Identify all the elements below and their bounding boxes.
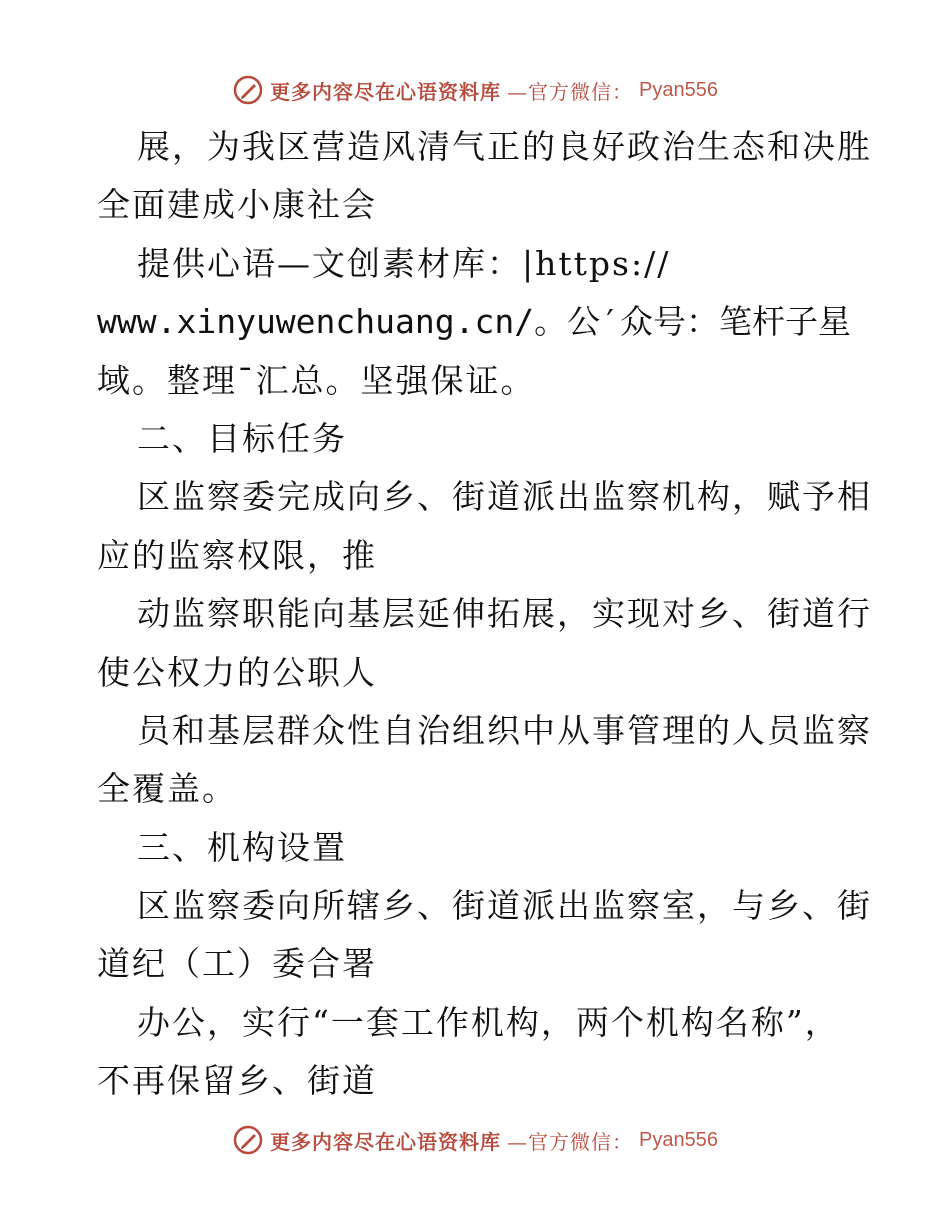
body-line: 提供心语—文创素材库：|https:// — [137, 243, 671, 283]
body-line: 道纪（工）委合署 — [97, 944, 377, 984]
body-line: 动监察职能向基层延伸拓展，实现对乡、街道行 — [137, 594, 872, 634]
footer-banner-text: 更多内容尽在心语资料库 — [270, 1129, 502, 1154]
footer-banner-subtext: —官方微信： — [507, 1129, 634, 1154]
footer-watermark — [0, 1120, 950, 1160]
body-line: 应的监察权限，推 — [97, 535, 377, 575]
header-banner-text: 更多内容尽在心语资料库 — [270, 79, 502, 104]
body-line: 办公，实行“一套工作机构，两个机构名称”， — [137, 1002, 840, 1042]
section-heading-2: 二、目标任务 — [137, 418, 347, 458]
section-heading-3: 三、机构设置 — [137, 827, 347, 867]
body-line: 使公权力的公职人 — [97, 652, 377, 692]
body-line: 域。整理¯汇总。坚强保证。 — [97, 360, 536, 400]
body-line-url: www.xinyuwenchuang.cn/。公′众号：笔杆子星 — [97, 302, 851, 342]
body-line: 不再保留乡、街道 — [97, 1061, 377, 1101]
pen-logo-icon — [232, 74, 264, 106]
document-body — [97, 118, 872, 1111]
body-line: 员和基层群众性自治组织中从事管理的人员监察 — [137, 710, 872, 750]
body-line: 区监察委完成向乡、街道派出监察机构，赋予相 — [137, 477, 872, 517]
body-line: 全面建成小康社会 — [97, 185, 377, 225]
header-banner-subtext: —官方微信： — [507, 79, 634, 104]
header-watermark — [0, 70, 950, 110]
footer-wechat-id: Pyan556 — [639, 1128, 718, 1151]
body-line: 展，为我区营造风清气正的良好政治生态和决胜 — [137, 127, 872, 166]
header-wechat-id: Pyan556 — [639, 78, 718, 101]
body-line: 全覆盖。 — [97, 769, 237, 809]
pen-logo-icon — [232, 1124, 264, 1156]
body-line: 区监察委向所辖乡、街道派出监察室，与乡、街 — [137, 886, 872, 926]
